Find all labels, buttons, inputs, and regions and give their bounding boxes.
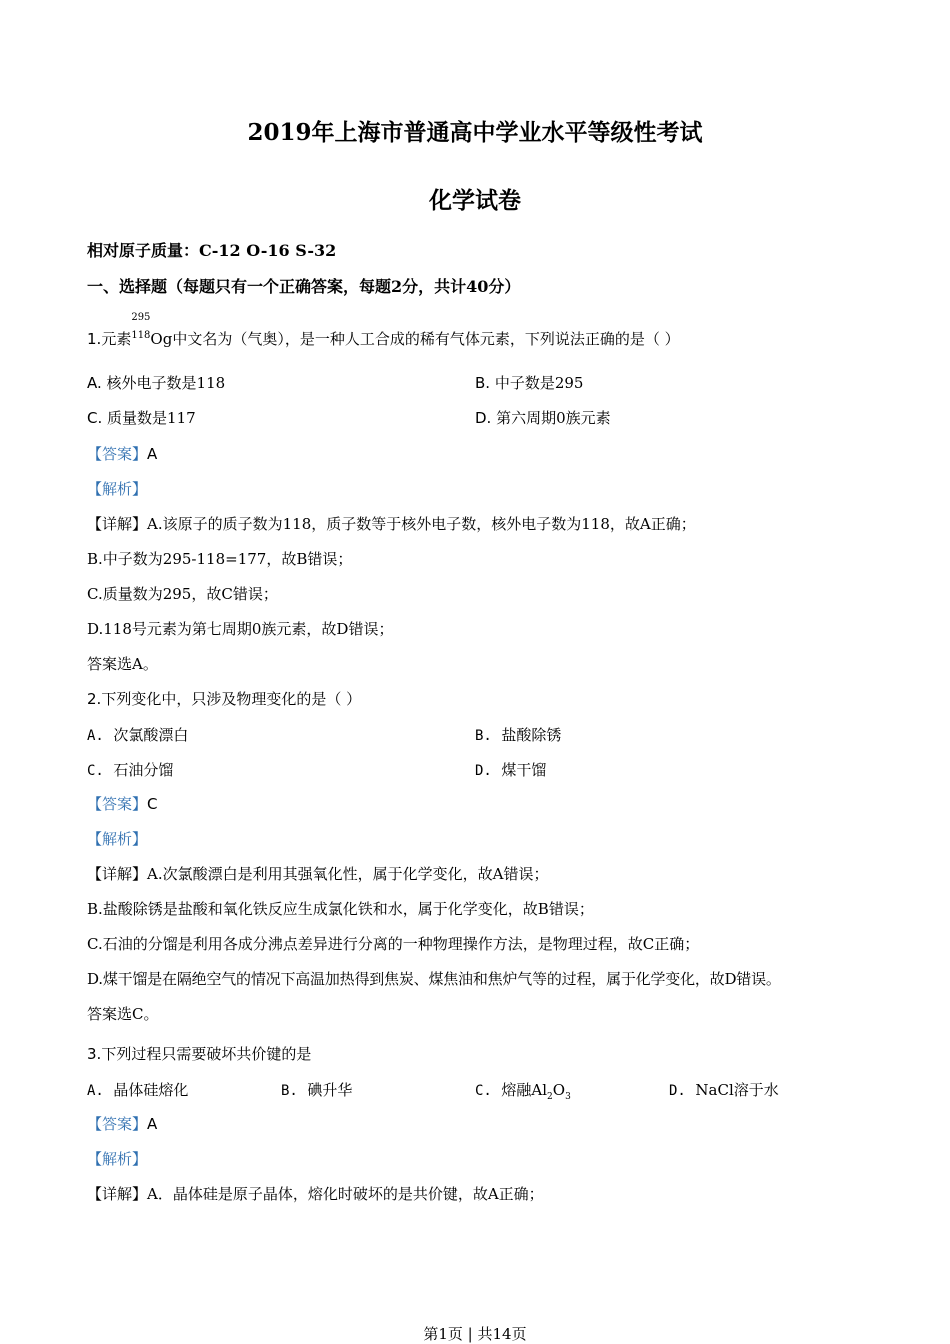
q1-detail-line: D.118号元素为第七周期0族元素，故D错误； <box>87 620 394 638</box>
q3-detail: 【详解】A．晶体硅是原子晶体，熔化时破坏的是共价键，故A正确； <box>87 1185 544 1203</box>
answer-tag: 【答案】 <box>87 1115 148 1133</box>
q1-option-b: B. 中子数是295 <box>475 374 584 392</box>
q2-detail-line: C.石油的分馏是利用各成分沸点差异进行分离的一种物理操作方法，是物理过程，故C正确； <box>87 935 700 953</box>
q3-option-a: A. 晶体硅熔化 <box>87 1081 189 1099</box>
answer-value: A <box>147 1115 158 1133</box>
atomic-number: 118 <box>131 330 151 341</box>
q2-answer <box>87 794 158 814</box>
q3-option-b: B. 碘升华 <box>281 1081 353 1099</box>
q1-option-c: C. 质量数是117 <box>87 409 196 427</box>
q1-detail-line: C.质量数为295，故C错误； <box>87 585 278 603</box>
isotope-notation <box>131 312 151 349</box>
question-2-stem: 2.下列变化中，只涉及物理变化的是（ ） <box>87 690 362 708</box>
q1-detail: 【详解】A.该原子的质子数为118，质子数等于核外电子数，核外电子数为118，故A正确； <box>87 515 696 533</box>
answer-value: A <box>147 445 158 463</box>
q3-option-c: C. 熔融$Al_2O_3$ <box>475 1081 571 1102</box>
q3-answer <box>87 1114 157 1134</box>
q3-option-d: D. NaCl溶于水 <box>669 1081 779 1099</box>
q1-detail-line: B.中子数为295-118=177，故B错误； <box>87 550 353 568</box>
page-subtitle: 化学试卷 <box>429 187 521 214</box>
question-3-stem: 3.下列过程只需要破坏共价键的是 <box>87 1045 312 1063</box>
section-heading: 一、选择题（每题只有一个正确答案，每题2分，共计40分） <box>87 277 521 296</box>
answer-value: C <box>147 795 158 813</box>
q1-option-a: A. 核外电子数是118 <box>87 374 226 392</box>
q2-option-a: A. 次氯酸漂白 <box>87 726 189 744</box>
q1-answer <box>87 444 157 464</box>
q3-analysis-tag: 【解析】 <box>87 1150 148 1168</box>
stem-prefix: 元素 <box>101 330 132 348</box>
q2-detail-line: B.盐酸除锈是盐酸和氧化铁反应生成氯化铁和水，属于化学变化，故B错误； <box>87 900 594 918</box>
question-1-stem <box>87 312 680 349</box>
q2-conclusion: 答案选C。 <box>87 1005 159 1023</box>
q2-option-c: C. 石油分馏 <box>87 761 174 779</box>
question-number: 1. <box>87 330 102 348</box>
page-footer: 第1页 | 共14页 <box>423 1325 527 1343</box>
q2-detail: 【详解】A.次氯酸漂白是利用其强氧化性，属于化学变化，故A错误； <box>87 865 549 883</box>
q2-detail-line: D.煤干馏是在隔绝空气的情况下高温加热得到焦炭、煤焦油和焦炉气等的过程，属于化学变化，故D错误。 <box>87 970 781 988</box>
element-symbol: Og <box>150 330 173 348</box>
q2-analysis-tag: 【解析】 <box>87 830 148 848</box>
q2-option-d: D. 煤干馏 <box>475 761 547 779</box>
atomic-mass-note: 相对原子质量：C-12 O-16 S-32 <box>87 241 337 260</box>
q1-conclusion: 答案选A。 <box>87 655 158 673</box>
q2-option-b: B. 盐酸除锈 <box>475 726 562 744</box>
q1-option-d: D. 第六周期0族元素 <box>475 409 611 427</box>
q1-analysis-tag: 【解析】 <box>87 480 148 498</box>
stem-suffix: 中文名为（气奥），是一种人工合成的稀有气体元素，下列说法正确的是（ ） <box>172 330 680 348</box>
answer-tag: 【答案】 <box>87 445 148 463</box>
page-title: 2019年上海市普通高中学业水平等级性考试 <box>247 119 703 146</box>
answer-tag: 【答案】 <box>87 795 148 813</box>
mass-number: 295 <box>131 312 151 323</box>
